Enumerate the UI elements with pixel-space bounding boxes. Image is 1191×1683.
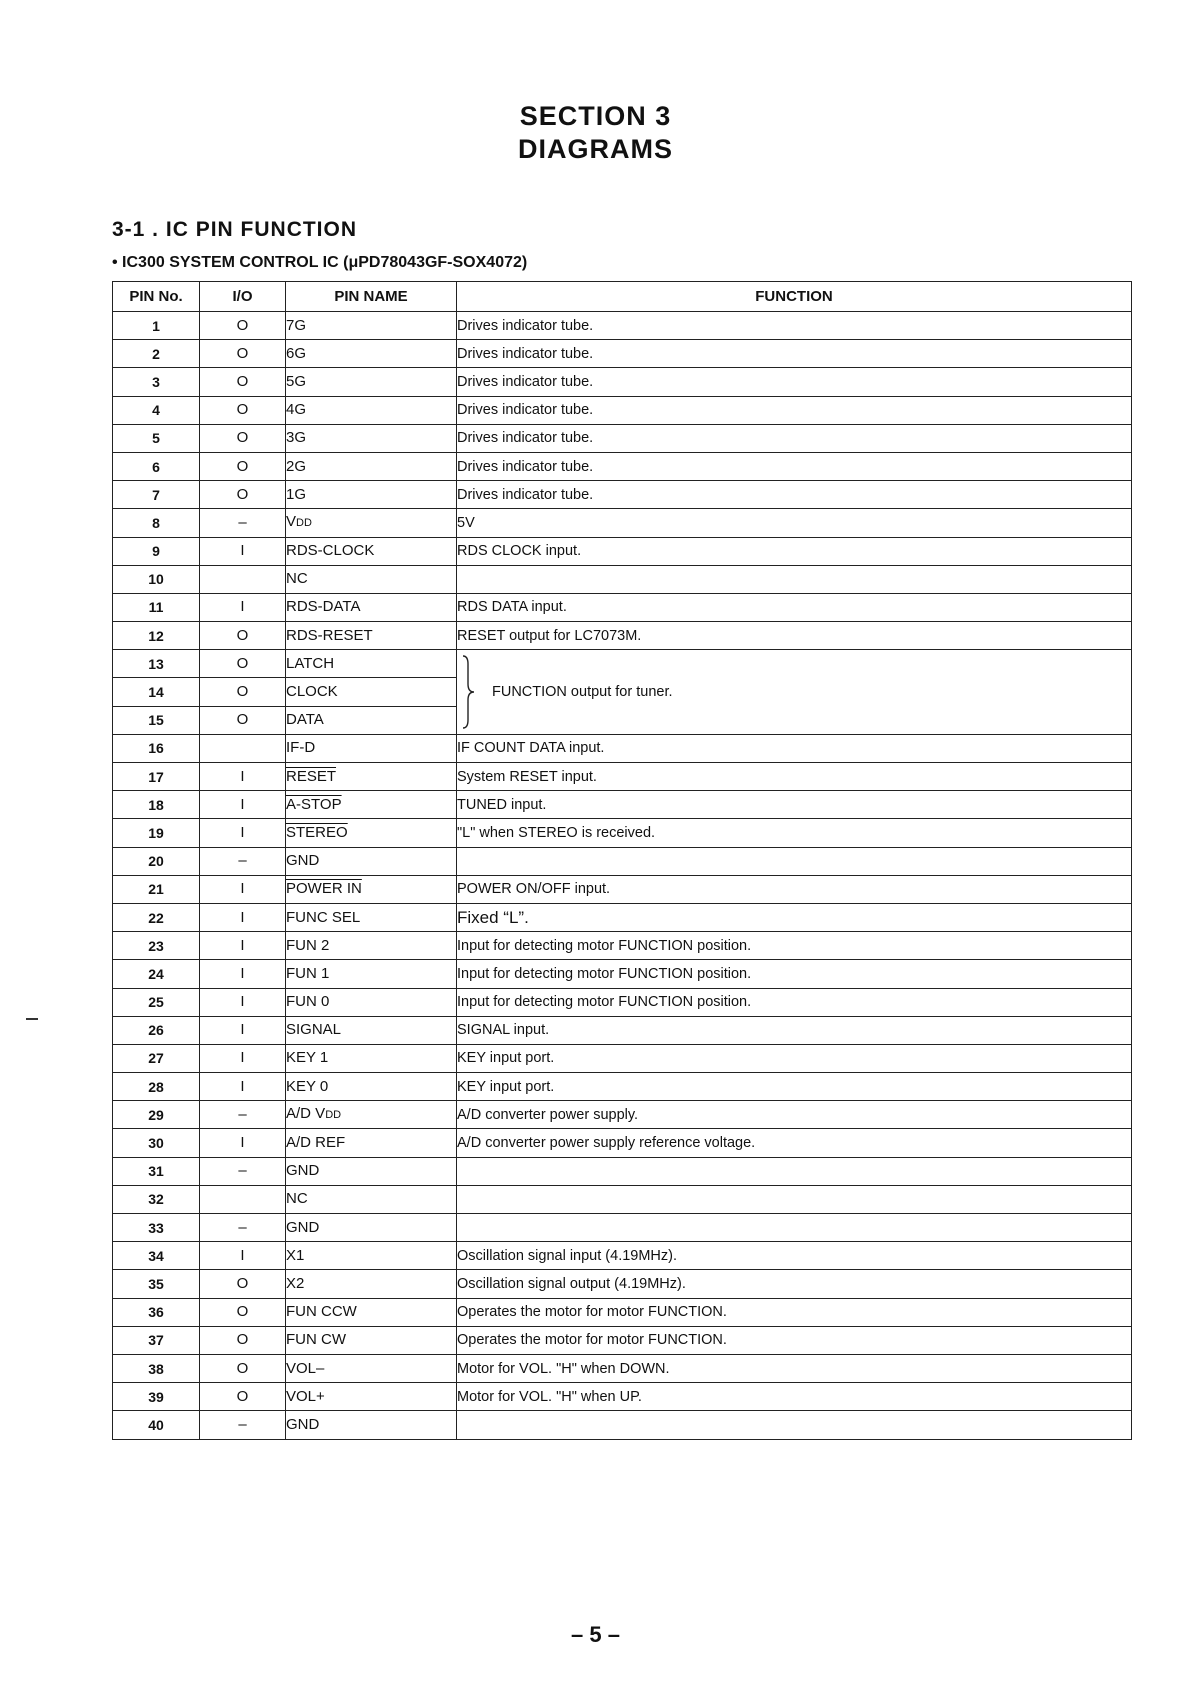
- table-row: [113, 396, 1132, 424]
- pin-name-text: RDS-RESET: [286, 626, 373, 644]
- pin-function: [457, 847, 1132, 875]
- pin-name-text: VOL+: [286, 1387, 325, 1405]
- pin-io: –: [200, 1411, 286, 1439]
- pin-name-text: CLOCK: [286, 683, 338, 701]
- table-row: [113, 650, 1132, 678]
- pin-name: [286, 678, 457, 706]
- pin-name-text: FUN CW: [286, 1331, 346, 1349]
- pin-function: [457, 1214, 1132, 1242]
- table-row: [113, 932, 1132, 960]
- pin-function: Drives indicator tube.: [457, 424, 1132, 452]
- header-pin-name: PIN NAME: [286, 282, 457, 312]
- pin-name: [286, 312, 457, 340]
- pin-number: 40: [113, 1411, 200, 1439]
- pin-name-text: FUN CCW: [286, 1303, 357, 1321]
- pin-name-text: 2G: [286, 457, 307, 475]
- pin-io: I: [200, 1044, 286, 1072]
- pin-number: 17: [113, 763, 200, 791]
- pin-name-text: FUNC SEL: [286, 908, 361, 926]
- pin-name-text: LATCH: [286, 654, 335, 672]
- table-body: [113, 312, 1132, 1440]
- pin-number: 32: [113, 1185, 200, 1213]
- table-row: [113, 509, 1132, 537]
- pin-number: 22: [113, 903, 200, 931]
- pin-number: 20: [113, 847, 200, 875]
- pin-name: [286, 452, 457, 480]
- pin-number: 2: [113, 340, 200, 368]
- pin-function: Input for detecting motor FUNCTION position.: [457, 932, 1132, 960]
- pin-io: I: [200, 593, 286, 621]
- pin-function: Input for detecting motor FUNCTION position.: [457, 988, 1132, 1016]
- pin-number: 27: [113, 1044, 200, 1072]
- pin-name-text: FUN 0: [286, 993, 330, 1011]
- pin-name: [286, 424, 457, 452]
- pin-name: [286, 988, 457, 1016]
- pin-io: I: [200, 988, 286, 1016]
- pin-function: Motor for VOL. "H" when UP.: [457, 1383, 1132, 1411]
- pin-io: I: [200, 1129, 286, 1157]
- pin-name: [286, 1044, 457, 1072]
- pin-name: [286, 1242, 457, 1270]
- pin-name: [286, 1411, 457, 1439]
- pin-io: O: [200, 650, 286, 678]
- pin-function-text: FUNCTION output for tuner.: [492, 684, 673, 701]
- table-row: [113, 1016, 1132, 1044]
- pin-name: [286, 1214, 457, 1242]
- pin-number: 26: [113, 1016, 200, 1044]
- pin-name: [286, 1354, 457, 1382]
- pin-name-text: GND: [286, 1162, 320, 1180]
- pin-name-text: POWER IN: [286, 880, 362, 898]
- table-row: [113, 1354, 1132, 1382]
- table-row: [113, 593, 1132, 621]
- pin-function: "L" when STEREO is received.: [457, 819, 1132, 847]
- pin-io: I: [200, 1016, 286, 1044]
- pin-name: [286, 932, 457, 960]
- pin-number: 11: [113, 593, 200, 621]
- pin-name-text: FUN 2: [286, 936, 330, 954]
- pin-number: 25: [113, 988, 200, 1016]
- pin-number: 4: [113, 396, 200, 424]
- pin-name: [286, 706, 457, 734]
- pin-function: 5V: [457, 509, 1132, 537]
- pin-io: O: [200, 424, 286, 452]
- pin-io: I: [200, 1073, 286, 1101]
- page-number: – 5 –: [571, 1622, 620, 1647]
- pin-number: 18: [113, 791, 200, 819]
- pin-function: RESET output for LC7073M.: [457, 622, 1132, 650]
- section-title: [0, 100, 1191, 166]
- pin-name-text: FUN 1: [286, 964, 330, 982]
- pin-name: [286, 1073, 457, 1101]
- pin-name-text: 7G: [286, 316, 307, 334]
- pin-name-text: RESET: [286, 767, 337, 785]
- pin-name-text: 3G: [286, 429, 307, 447]
- pin-io: O: [200, 368, 286, 396]
- pin-function: RDS DATA input.: [457, 593, 1132, 621]
- pin-name: [286, 396, 457, 424]
- pin-name-text: V: [286, 513, 297, 531]
- pin-name: [286, 537, 457, 565]
- pin-function: Drives indicator tube.: [457, 368, 1132, 396]
- pin-io: –: [200, 1101, 286, 1129]
- table-row: [113, 1129, 1132, 1157]
- pin-name-text: GND: [286, 1415, 320, 1433]
- pin-name-text: GND: [286, 1218, 320, 1236]
- pin-io: [200, 1185, 286, 1213]
- table-row: [113, 1214, 1132, 1242]
- pin-io: O: [200, 452, 286, 480]
- pin-number: 8: [113, 509, 200, 537]
- table-row: [113, 791, 1132, 819]
- pin-io: O: [200, 340, 286, 368]
- pin-function: Oscillation signal input (4.19MHz).: [457, 1242, 1132, 1270]
- pin-io: I: [200, 819, 286, 847]
- pin-function: Drives indicator tube.: [457, 452, 1132, 480]
- table-row: [113, 960, 1132, 988]
- pin-name: [286, 565, 457, 593]
- pin-name: [286, 622, 457, 650]
- table-row: [113, 1326, 1132, 1354]
- pin-io: O: [200, 1298, 286, 1326]
- pin-name-text: 6G: [286, 344, 307, 362]
- pin-function: KEY input port.: [457, 1044, 1132, 1072]
- pin-name: [286, 763, 457, 791]
- pin-io: O: [200, 1383, 286, 1411]
- pin-function: POWER ON/OFF input.: [457, 875, 1132, 903]
- section-name: DIAGRAMS: [518, 134, 673, 164]
- pin-function: Input for detecting motor FUNCTION position.: [457, 960, 1132, 988]
- pin-name-text: 5G: [286, 372, 307, 390]
- pin-name-subscript: DD: [325, 1109, 342, 1122]
- table-row: [113, 1101, 1132, 1129]
- pin-name: [286, 509, 457, 537]
- pin-name-text: 4G: [286, 401, 307, 419]
- pin-function: System RESET input.: [457, 763, 1132, 791]
- pin-name: [286, 847, 457, 875]
- table-row: [113, 312, 1132, 340]
- pin-io: –: [200, 1214, 286, 1242]
- pin-name: [286, 650, 457, 678]
- pin-number: 37: [113, 1326, 200, 1354]
- pin-name-text: IF-D: [286, 739, 316, 757]
- pin-name-text: NC: [286, 1190, 308, 1208]
- pin-name: [286, 791, 457, 819]
- subsection-heading: 3-1 . IC PIN FUNCTION: [112, 218, 358, 241]
- table-row: [113, 1242, 1132, 1270]
- pin-io: O: [200, 396, 286, 424]
- pin-name: [286, 1326, 457, 1354]
- pin-number: 23: [113, 932, 200, 960]
- pin-function: [457, 1185, 1132, 1213]
- pin-function: Operates the motor for motor FUNCTION.: [457, 1326, 1132, 1354]
- pin-function-table: [112, 281, 1132, 1440]
- pin-name-text: A/D V: [286, 1105, 326, 1123]
- pin-name-text: NC: [286, 570, 308, 588]
- table-row: [113, 340, 1132, 368]
- pin-number: 29: [113, 1101, 200, 1129]
- pin-number: 34: [113, 1242, 200, 1270]
- pin-function: RDS CLOCK input.: [457, 537, 1132, 565]
- table-row: [113, 368, 1132, 396]
- pin-name-text: RDS-CLOCK: [286, 542, 375, 560]
- pin-function: [457, 565, 1132, 593]
- pin-name: [286, 1016, 457, 1044]
- pin-number: 14: [113, 678, 200, 706]
- table-row: [113, 1073, 1132, 1101]
- pin-name: [286, 1185, 457, 1213]
- table-row: [113, 424, 1132, 452]
- pin-number: 15: [113, 706, 200, 734]
- pin-name-subscript: DD: [296, 517, 312, 530]
- ic-caption: • IC300 SYSTEM CONTROL IC (μPD78043GF-SOX4072): [112, 254, 528, 271]
- pin-io: –: [200, 509, 286, 537]
- table-row: [113, 1411, 1132, 1439]
- table-row: [113, 1298, 1132, 1326]
- pin-name-text: KEY 1: [286, 1049, 329, 1067]
- pin-function: KEY input port.: [457, 1073, 1132, 1101]
- pin-name: [286, 734, 457, 762]
- table-row: [113, 763, 1132, 791]
- table-row: [113, 903, 1132, 931]
- pin-name-text: SIGNAL: [286, 1021, 342, 1039]
- table-row: [113, 1044, 1132, 1072]
- pin-number: 12: [113, 622, 200, 650]
- pin-function: Drives indicator tube.: [457, 312, 1132, 340]
- pin-name: [286, 875, 457, 903]
- pin-function-merged: [457, 650, 1132, 735]
- pin-name: [286, 903, 457, 931]
- table-row: [113, 537, 1132, 565]
- pin-io: I: [200, 875, 286, 903]
- pin-io: I: [200, 537, 286, 565]
- pin-name: [286, 960, 457, 988]
- pin-number: 7: [113, 481, 200, 509]
- table-row: [113, 847, 1132, 875]
- pin-function: Oscillation signal output (4.19MHz).: [457, 1270, 1132, 1298]
- table-row: [113, 988, 1132, 1016]
- pin-number: 39: [113, 1383, 200, 1411]
- pin-number: 33: [113, 1214, 200, 1242]
- pin-io: O: [200, 1270, 286, 1298]
- pin-number: 6: [113, 452, 200, 480]
- table-row: [113, 481, 1132, 509]
- pin-io: –: [200, 1157, 286, 1185]
- header-pin-no: PIN No.: [113, 282, 200, 312]
- pin-io: –: [200, 847, 286, 875]
- pin-name: [286, 1129, 457, 1157]
- margin-mark: [26, 1018, 38, 1020]
- pin-io: O: [200, 1354, 286, 1382]
- pin-number: 30: [113, 1129, 200, 1157]
- pin-name-text: VOL–: [286, 1359, 325, 1377]
- pin-function: SIGNAL input.: [457, 1016, 1132, 1044]
- pin-io: [200, 734, 286, 762]
- pin-number: 16: [113, 734, 200, 762]
- pin-function: [457, 1411, 1132, 1439]
- pin-number: 1: [113, 312, 200, 340]
- pin-function: Motor for VOL. "H" when DOWN.: [457, 1354, 1132, 1382]
- pin-name-text: X1: [286, 1246, 305, 1264]
- pin-function: Drives indicator tube.: [457, 340, 1132, 368]
- pin-function: TUNED input.: [457, 791, 1132, 819]
- pin-io: O: [200, 1326, 286, 1354]
- table-row: [113, 1157, 1132, 1185]
- header-function: FUNCTION: [457, 282, 1132, 312]
- pin-io: O: [200, 706, 286, 734]
- pin-name-text: RDS-DATA: [286, 598, 361, 616]
- pin-number: 3: [113, 368, 200, 396]
- pin-function: A/D converter power supply reference voltage.: [457, 1129, 1132, 1157]
- pin-io: I: [200, 932, 286, 960]
- table-header-row: [113, 282, 1132, 312]
- pin-number: 31: [113, 1157, 200, 1185]
- pin-name: [286, 593, 457, 621]
- pin-io: [200, 565, 286, 593]
- pin-name-text: GND: [286, 852, 320, 870]
- pin-name: [286, 819, 457, 847]
- pin-name: [286, 481, 457, 509]
- pin-io: O: [200, 678, 286, 706]
- pin-function: Drives indicator tube.: [457, 396, 1132, 424]
- pin-name: [286, 1101, 457, 1129]
- pin-name-text: KEY 0: [286, 1077, 329, 1095]
- pin-function: Fixed “L”.: [457, 903, 1132, 931]
- pin-io: I: [200, 903, 286, 931]
- pin-name: [286, 1157, 457, 1185]
- pin-name-text: 1G: [286, 485, 307, 503]
- pin-function: A/D converter power supply.: [457, 1101, 1132, 1129]
- pin-name-text: DATA: [286, 711, 324, 729]
- pin-io: O: [200, 622, 286, 650]
- pin-name: [286, 1383, 457, 1411]
- pin-number: 28: [113, 1073, 200, 1101]
- pin-name: [286, 340, 457, 368]
- pin-name: [286, 1298, 457, 1326]
- pin-number: 5: [113, 424, 200, 452]
- pin-number: 24: [113, 960, 200, 988]
- pin-name: [286, 1270, 457, 1298]
- section-number: SECTION 3: [519, 101, 672, 131]
- table-row: [113, 1185, 1132, 1213]
- pin-number: 38: [113, 1354, 200, 1382]
- table-row: [113, 565, 1132, 593]
- pin-name-text: A/D REF: [286, 1134, 346, 1152]
- pin-function: Operates the motor for motor FUNCTION.: [457, 1298, 1132, 1326]
- pin-number: 13: [113, 650, 200, 678]
- pin-name-text: A-STOP: [286, 795, 342, 813]
- pin-io: I: [200, 960, 286, 988]
- pin-io: O: [200, 312, 286, 340]
- pin-io: I: [200, 791, 286, 819]
- pin-number: 36: [113, 1298, 200, 1326]
- pin-function: Drives indicator tube.: [457, 481, 1132, 509]
- pin-io: O: [200, 481, 286, 509]
- pin-name-text: X2: [286, 1274, 305, 1292]
- table-row: [113, 734, 1132, 762]
- pin-io: I: [200, 1242, 286, 1270]
- header-io: I/O: [200, 282, 286, 312]
- pin-name: [286, 368, 457, 396]
- pin-number: 9: [113, 537, 200, 565]
- table-row: [113, 622, 1132, 650]
- pin-number: 21: [113, 875, 200, 903]
- pin-number: 35: [113, 1270, 200, 1298]
- pin-number: 10: [113, 565, 200, 593]
- pin-name-text: STEREO: [286, 823, 348, 841]
- pin-function: [457, 1157, 1132, 1185]
- pin-function: IF COUNT DATA input.: [457, 734, 1132, 762]
- table-row: [113, 452, 1132, 480]
- pin-io: I: [200, 763, 286, 791]
- table-row: [113, 875, 1132, 903]
- table-row: [113, 819, 1132, 847]
- pin-number: 19: [113, 819, 200, 847]
- table-row: [113, 1270, 1132, 1298]
- curly-brace-icon: [461, 654, 477, 730]
- table-row: [113, 1383, 1132, 1411]
